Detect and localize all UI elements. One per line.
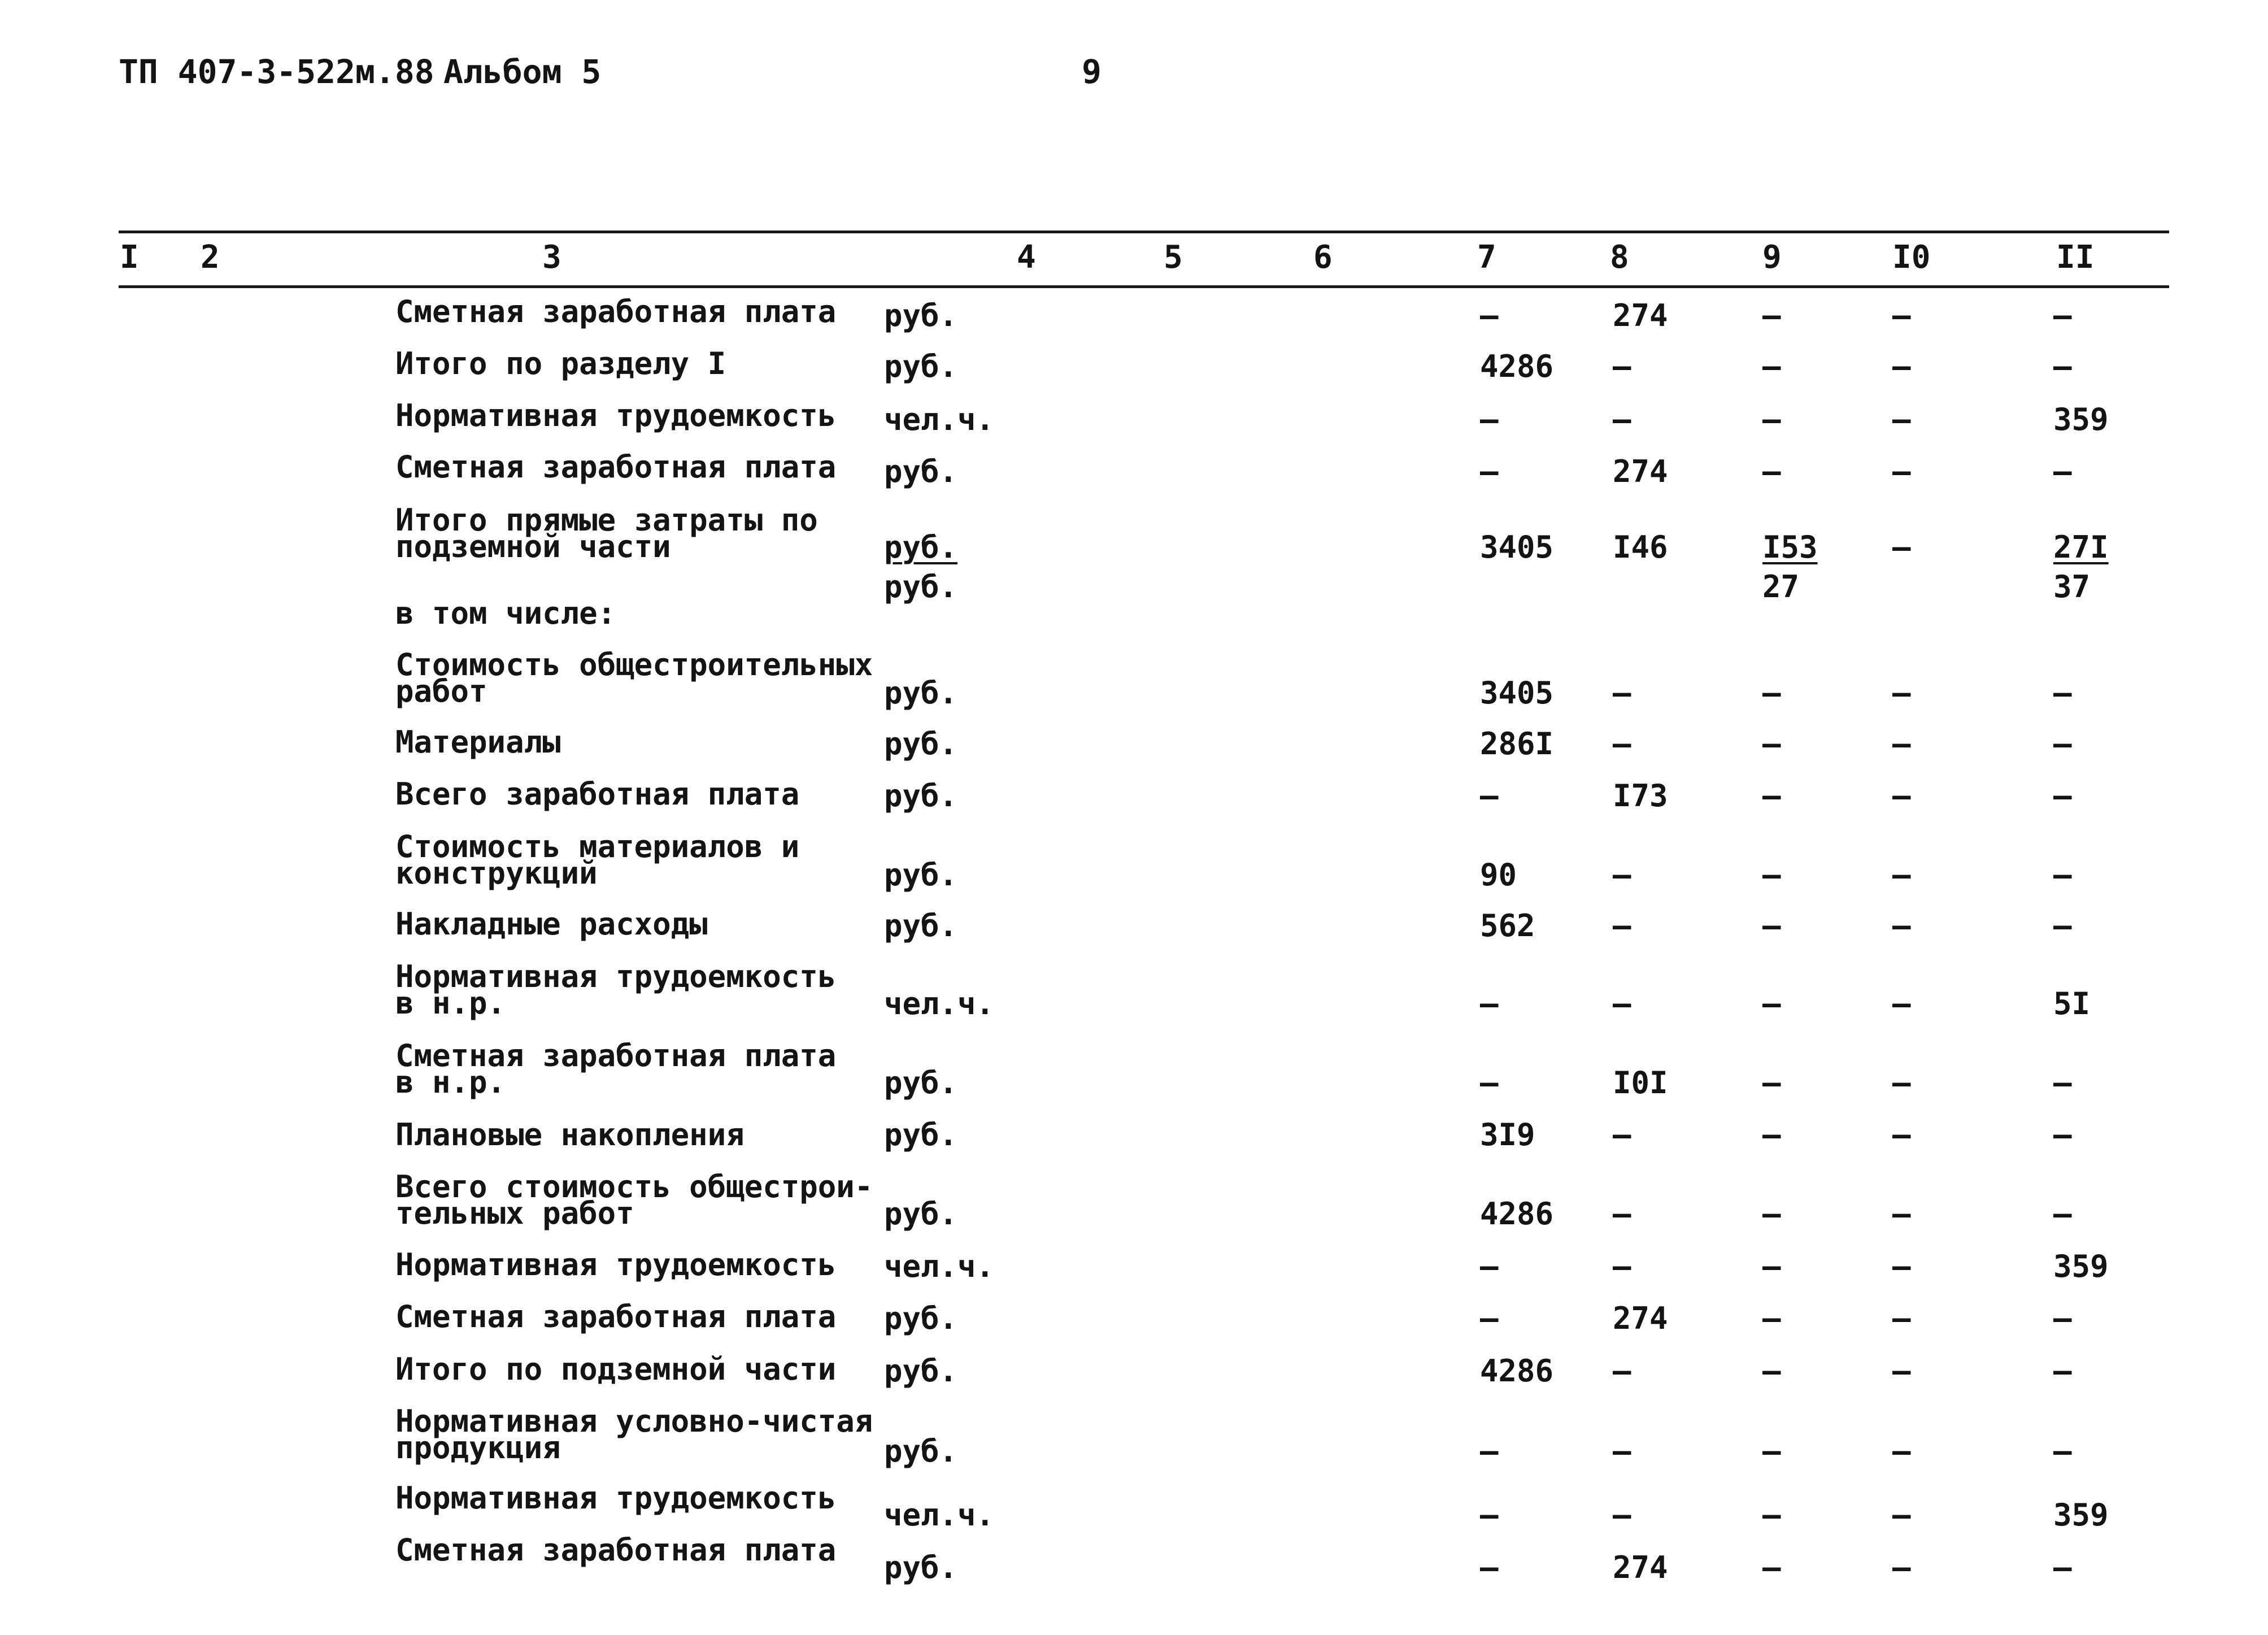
row-label-line: работ (395, 673, 487, 709)
value-cell-col8: I0I (1613, 1065, 1668, 1101)
unit-cell: руб. (884, 454, 958, 489)
row-label (395, 449, 837, 485)
unit-cell: чел.ч. (884, 402, 995, 437)
value-cell-col11: – (2053, 908, 2072, 943)
unit-cell: руб. (884, 908, 958, 943)
row-label (395, 502, 818, 564)
value-cell-col9: – (1762, 298, 1781, 333)
value-cell-col11: – (2053, 1117, 2072, 1153)
value-cell-col7: – (1480, 402, 1499, 437)
value-cell-col10: – (1892, 726, 1911, 762)
column-number: I0 (1892, 239, 1931, 276)
value-cell-col11: – (2053, 349, 2072, 384)
unit-cell: руб. (884, 1550, 958, 1585)
value-cell-col10: – (1892, 529, 1911, 565)
column-number: I (120, 239, 139, 276)
value-cell-col9: – (1762, 454, 1781, 489)
row-label-line: Стоимость общестроительных (395, 647, 873, 682)
value-cell-col9: – (1762, 986, 1781, 1021)
value-cell-col9: – (1762, 1353, 1781, 1389)
unit-cell: руб. (884, 675, 958, 711)
value-cell-col11: – (2053, 778, 2072, 814)
value-cell-col7: – (1480, 986, 1499, 1021)
row-label (395, 1299, 837, 1334)
value-cell-col7: 3I9 (1480, 1117, 1535, 1153)
value-cell-col8: – (1613, 1249, 1631, 1284)
row-label (395, 1038, 837, 1100)
value-cell-col7: 3405 (1480, 675, 1554, 711)
unit-cell: чел.ч. (884, 986, 995, 1021)
value-cell-col8: I46 (1613, 529, 1668, 565)
value-cell-col9: – (1762, 1065, 1781, 1101)
value-cell-col8: – (1613, 857, 1631, 893)
row-label-line: Нормативная условно-чистая (395, 1403, 873, 1439)
row-label (395, 1532, 837, 1568)
column-number: 3 (542, 239, 561, 276)
row-label (395, 294, 837, 329)
value-cell-col8: – (1613, 349, 1631, 384)
row-label-line: Сметная заработная плата (395, 1299, 837, 1334)
row-label-line: в том числе: (395, 595, 616, 631)
value-cell-col8: – (1613, 1117, 1631, 1153)
value-cell-col11: 359 (2053, 402, 2109, 437)
row-label-line: Нормативная трудоемкость (395, 1247, 837, 1282)
value-cell-col11: 359 (2053, 1497, 2109, 1533)
value-cell-col8: – (1613, 986, 1631, 1021)
value-cell-col7: – (1480, 1301, 1499, 1336)
value-cell-col7: 4286 (1480, 1196, 1554, 1232)
value-cell-col8: – (1613, 402, 1631, 437)
value-cell-col8: – (1613, 1433, 1631, 1469)
value-cell-col7: – (1480, 1249, 1499, 1284)
value-cell-col11-secondary: 37 (2053, 569, 2091, 605)
value-cell-col11: – (2053, 1196, 2072, 1232)
value-cell-col11: – (2053, 675, 2072, 711)
value-cell-col9: – (1762, 857, 1781, 893)
value-cell-col11: – (2053, 726, 2072, 762)
value-cell-col11: – (2053, 1550, 2072, 1585)
value-cell-col8: 274 (1613, 454, 1668, 489)
unit-cell: руб. (884, 857, 958, 893)
unit-cell: руб. (884, 298, 958, 333)
row-label-line: Нормативная трудоемкость (395, 398, 837, 433)
row-label-line: Всего стоимость общестрои- (395, 1169, 873, 1204)
row-label (395, 647, 873, 709)
value-cell-col9: – (1762, 1196, 1781, 1232)
value-cell-col8: – (1613, 1196, 1631, 1232)
value-cell-col10: – (1892, 1249, 1911, 1284)
row-label-line: Нормативная трудоемкость (395, 959, 837, 994)
column-number: 2 (201, 239, 220, 276)
value-cell-col7: 562 (1480, 908, 1535, 943)
row-label (395, 595, 616, 631)
value-cell-col11: – (2053, 1353, 2072, 1389)
value-cell-col8: I73 (1613, 778, 1668, 814)
value-cell-col10: – (1892, 986, 1911, 1021)
row-label (395, 346, 726, 381)
value-cell-col8: – (1613, 1353, 1631, 1389)
value-cell-col7: – (1480, 1065, 1499, 1101)
value-cell-col10: – (1892, 298, 1911, 333)
value-cell-col10: – (1892, 1497, 1911, 1533)
value-cell-col7: – (1480, 454, 1499, 489)
value-cell-col8: – (1613, 908, 1631, 943)
value-cell-col10: – (1892, 349, 1911, 384)
value-cell-col9: I53 (1762, 529, 1818, 565)
row-label-line: Итого по разделу I (395, 346, 726, 381)
column-number: 8 (1610, 239, 1629, 276)
value-cell-col11: – (2053, 1433, 2072, 1469)
row-label-line: Плановые накопления (395, 1117, 745, 1153)
value-cell-col10: – (1892, 1065, 1911, 1101)
row-label (395, 1480, 837, 1516)
value-cell-col11: 27I (2053, 529, 2109, 565)
value-cell-col10: – (1892, 1117, 1911, 1153)
unit-cell: руб. (884, 529, 958, 565)
unit-cell-secondary: руб. (884, 569, 958, 605)
value-cell-col9-secondary: 27 (1762, 569, 1800, 605)
value-cell-col7: 3405 (1480, 529, 1554, 565)
row-label (395, 1169, 873, 1231)
value-cell-col9: – (1762, 1497, 1781, 1533)
row-label-line: Сметная заработная плата (395, 1038, 837, 1073)
unit-cell: руб. (884, 1301, 958, 1336)
value-cell-col10: – (1892, 675, 1911, 711)
value-cell-col8: – (1613, 675, 1631, 711)
value-cell-col9: – (1762, 349, 1781, 384)
value-cell-col10: – (1892, 908, 1911, 943)
row-label (395, 724, 561, 760)
value-cell-col11: 5I (2053, 986, 2091, 1021)
value-cell-col7: 286I (1480, 726, 1554, 762)
value-cell-col9: – (1762, 1117, 1781, 1153)
column-number: 6 (1313, 239, 1333, 276)
value-cell-col9: – (1762, 1550, 1781, 1585)
row-label-line: тельных работ (395, 1195, 634, 1231)
row-label-line: продукция (395, 1430, 561, 1466)
unit-cell: руб. (884, 1433, 958, 1469)
value-cell-col10: – (1892, 1550, 1911, 1585)
column-number: 9 (1762, 239, 1782, 276)
value-cell-col11: – (2053, 1301, 2072, 1336)
value-cell-col10: – (1892, 1353, 1911, 1389)
value-cell-col10: – (1892, 402, 1911, 437)
value-cell-col9: – (1762, 1249, 1781, 1284)
value-cell-col10: – (1892, 857, 1911, 893)
value-cell-col8: – (1613, 1497, 1631, 1533)
value-cell-col7: – (1480, 1433, 1499, 1469)
row-label (395, 906, 708, 942)
value-cell-col9: – (1762, 778, 1781, 814)
value-cell-col7: – (1480, 1550, 1499, 1585)
column-number: 5 (1164, 239, 1183, 276)
unit-cell: руб. (884, 349, 958, 384)
value-cell-col9: – (1762, 908, 1781, 943)
row-label-line: Стоимость материалов и (395, 829, 800, 864)
unit-cell: чел.ч. (884, 1497, 995, 1533)
value-cell-col8: 274 (1613, 1301, 1668, 1336)
value-cell-col11: – (2053, 1065, 2072, 1101)
value-cell-col9: – (1762, 726, 1781, 762)
table-top-rule (119, 231, 2169, 233)
row-label-line: подземной части (395, 529, 671, 564)
row-label (395, 829, 800, 891)
value-cell-col7: 90 (1480, 857, 1517, 893)
value-cell-col10: – (1892, 1301, 1911, 1336)
row-label-line: Итого прямые затраты по (395, 502, 818, 538)
row-label-line: конструкций (395, 855, 598, 891)
value-cell-col9: – (1762, 1301, 1781, 1336)
unit-cell: руб. (884, 1065, 958, 1101)
row-label (395, 398, 837, 433)
unit-cell: руб. (884, 778, 958, 814)
unit-cell: чел.ч. (884, 1249, 995, 1284)
value-cell-col7: – (1480, 778, 1499, 814)
value-cell-col11: – (2053, 857, 2072, 893)
document-code: ТП 407-3-522м.88 (119, 53, 434, 91)
value-cell-col9: – (1762, 1433, 1781, 1469)
column-number: 4 (1017, 239, 1036, 276)
row-label-line: Сметная заработная плата (395, 294, 837, 329)
table-header-rule (119, 285, 2169, 288)
page-number: 9 (1082, 53, 1102, 91)
value-cell-col10: – (1892, 1433, 1911, 1469)
unit-cell: руб. (884, 1353, 958, 1389)
row-label (395, 1247, 837, 1282)
value-cell-col8: 274 (1613, 298, 1668, 333)
row-label-line: в н.р. (395, 1064, 506, 1100)
value-cell-col8: – (1613, 726, 1631, 762)
column-number: 7 (1477, 239, 1496, 276)
row-label (395, 1403, 873, 1466)
value-cell-col10: – (1892, 778, 1911, 814)
value-cell-col10: – (1892, 1196, 1911, 1232)
row-label-line: Нормативная трудоемкость (395, 1480, 837, 1516)
value-cell-col10: – (1892, 454, 1911, 489)
value-cell-col7: 4286 (1480, 1353, 1554, 1389)
row-label-line: Сметная заработная плата (395, 449, 837, 485)
value-cell-col11: – (2053, 454, 2072, 489)
unit-cell: руб. (884, 1196, 958, 1232)
unit-cell: руб. (884, 1117, 958, 1153)
value-cell-col8: 274 (1613, 1550, 1668, 1585)
value-cell-col11: – (2053, 298, 2072, 333)
value-cell-col11: 359 (2053, 1249, 2109, 1284)
value-cell-col7: 4286 (1480, 349, 1554, 384)
row-label-line: Накладные расходы (395, 906, 708, 942)
value-cell-col7: – (1480, 1497, 1499, 1533)
row-label-line: Итого по подземной части (395, 1351, 837, 1387)
column-number: II (2056, 239, 2095, 276)
row-label (395, 776, 800, 812)
row-label (395, 1117, 745, 1153)
row-label-line: Всего заработная плата (395, 776, 800, 812)
row-label (395, 1351, 837, 1387)
row-label (395, 959, 837, 1021)
value-cell-col7: – (1480, 298, 1499, 333)
album-label: Альбом 5 (443, 53, 602, 91)
value-cell-col9: – (1762, 675, 1781, 711)
value-cell-col9: – (1762, 402, 1781, 437)
row-label-line: в н.р. (395, 985, 506, 1021)
row-label-line: Материалы (395, 724, 561, 760)
row-label-line: Сметная заработная плата (395, 1532, 837, 1568)
unit-cell: руб. (884, 726, 958, 762)
